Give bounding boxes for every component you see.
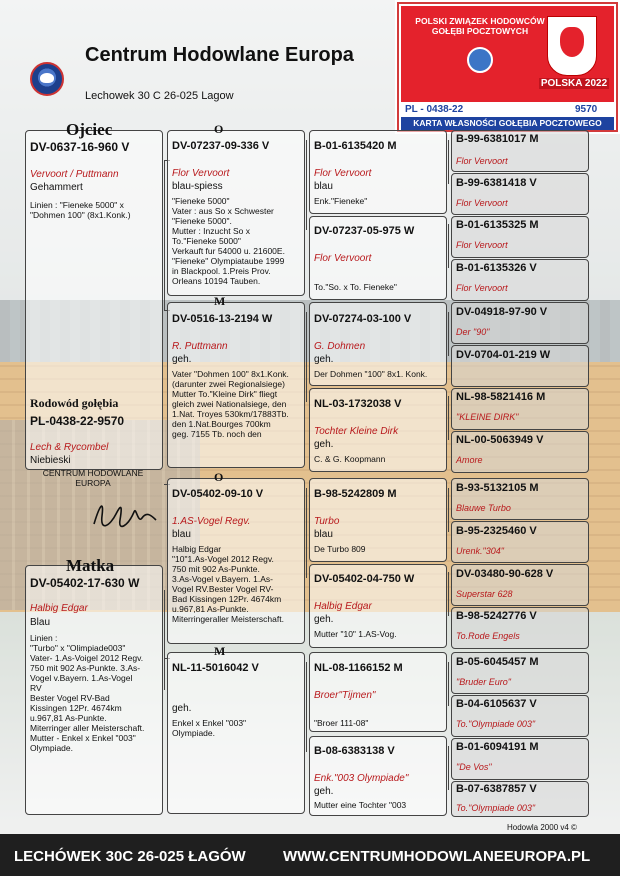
pzhgp-logo (467, 47, 493, 73)
card-year: POLSKA 2022 (540, 78, 608, 89)
gen4-ring: B-05-6045457 M (456, 656, 539, 668)
gen2-notes: Enkel x Enkel "003" Olympiade. (172, 718, 247, 738)
connector (448, 662, 449, 706)
gen3-ring: B-01-6135420 M (314, 140, 397, 152)
gen4-ring: B-01-6094191 M (456, 741, 539, 753)
gen2-color: blau-spiess (172, 181, 223, 192)
gen4-ring: DV-04918-97-90 V (456, 306, 548, 318)
signature (90, 496, 160, 532)
gen4-ring: NL-00-5063949 V (456, 434, 544, 446)
gen3-color: geh. (314, 354, 334, 365)
gen4-ring: B-01-6135325 M (456, 219, 539, 231)
card-strip: KARTA WŁASNOŚCI GOŁĘBIA POCZTOWEGO (401, 117, 614, 130)
connector (306, 488, 307, 578)
gen4-ring: B-98-5242776 V (456, 610, 537, 622)
mother-ring: DV-05402-17-630 W (30, 576, 140, 590)
gen4-ring: DV-03480-90-628 V (456, 568, 554, 580)
gen3-ring: DV-05402-04-750 W (314, 573, 415, 585)
gen2-breeder: R. Puttmann (172, 341, 228, 352)
gen3-color: geh. (314, 786, 334, 797)
gen2-marker: M (214, 294, 226, 308)
gen3-notes: C. & G. Koopmann (314, 454, 386, 464)
gen2-notes: Halbig Edgar "10"1.As-Vogel 2012 Regv. 750 mit 902 As-Punkte. 3.As-Vogel v.Bayern. 1.As- Vogel RV.Bester Vogel RV- Bad Kissingen 12Pr. 4674km u.967,81 As-Punkte. Miterringeraller Meisterschaft. (172, 544, 284, 624)
gen3-ring: B-98-5242809 M (314, 488, 397, 500)
gen4-breeder: Flor Vervoort (456, 198, 508, 208)
card-number: 9570 (575, 104, 598, 115)
mother-color: Blau (30, 617, 51, 628)
gen4-breeder: Urenk."304" (456, 546, 504, 556)
gen2-notes: "Fieneke 5000" Vater : aus So x Schwester "Fieneke 5000". Mutter : Inzucht So x To."Fieneke 5000" Verkauft fur 54000 u. 21600E. "Fieneke" Olympiataube 1999 in Blackpool. 1.Preis Prov. Orleans 10194 Tauben. (172, 196, 285, 286)
gen4-breeder: Flor Vervoort (456, 240, 508, 250)
gen2-ring: DV-05402-09-10 V (172, 488, 264, 500)
father-breeder: Vervoort / Puttmann (30, 169, 119, 180)
gen3-breeder: Flor Vervoort (314, 168, 372, 179)
gen4-ring: B-04-6105637 V (456, 698, 537, 710)
subject-ring: PL-0438-22-9570 (30, 414, 125, 428)
connector (306, 140, 307, 230)
gen3-breeder: Turbo (314, 516, 340, 527)
footer-bar (0, 834, 620, 876)
gen3-color: blau (314, 529, 333, 540)
gen3-ring: NL-03-1732038 V (314, 398, 402, 410)
connector (448, 572, 449, 616)
gen2-breeder: Flor Vervoort (172, 168, 230, 179)
gen4-breeder: Blauwe Turbo (456, 503, 511, 513)
gen3-notes: To."So. x To. Fieneke" (314, 282, 397, 292)
gen3-breeder: Tochter Kleine Dirk (314, 426, 399, 437)
gen4-breeder: "Bruder Euro" (456, 677, 511, 687)
header-address: Lechowek 30 C 26-025 Lagow (85, 90, 234, 102)
gen3-ring: DV-07237-05-975 W (314, 225, 415, 237)
card-org: POLSKI ZWIĄZEK HODOWCÓW GOŁĘBI POCZTOWYCH (415, 16, 545, 36)
gen2-ring: DV-07237-09-336 V (172, 140, 270, 152)
gen3-notes: Mutter eine Tochter "003 (314, 800, 407, 810)
version-text: Hodowla 2000 v4 © (507, 823, 577, 832)
gen4-breeder: "KLEINE DIRK" (456, 412, 519, 422)
gen4-breeder: Flor Vervoort (456, 283, 508, 293)
gen3-notes: De Turbo 809 (314, 544, 366, 554)
subject-breeder: Lech & Rycombel (30, 442, 109, 453)
father-notes: Linien : "Fieneke 5000" x "Dohmen 100" (8x1.Konk.) (30, 200, 131, 220)
footer-website[interactable]: WWW.CENTRUMHODOWLANEEUROPA.PL (283, 848, 591, 865)
gen3-breeder: Flor Vervoort (314, 253, 372, 264)
connector (448, 746, 449, 790)
gen2-notes: Vater "Dohmen 100" 8x1.Konk. (darunter zwei Regionalsiege) Mutter To."Kleine Dirk" fliegt gleich zwei Nationalsiege, den 1.Nat. Troyes 530km/17883Tb. den 1.Nat.Bourges 700km geg. 7155 Tb. noch den (172, 369, 289, 439)
gen3-color: geh. (314, 614, 334, 625)
mother-label: Matka (66, 556, 115, 575)
gen4-ring: DV-0704-01-219 W (456, 349, 551, 361)
gen3-breeder: Halbig Edgar (314, 601, 372, 612)
gen4-ring: B-95-2325460 V (456, 525, 537, 537)
gen4-breeder: Der "90" (456, 327, 490, 337)
gen3-ring: NL-08-1166152 M (314, 662, 403, 674)
connector (448, 396, 449, 440)
connector (448, 140, 449, 184)
page-title: Centrum Hodowlane Europa (85, 44, 354, 66)
gen3-notes: Der Dohmen "100" 8x1. Konk. (314, 369, 428, 379)
mother-notes: Linien : "Turbo" x "Olimpiade003" Vater- 1.As-Voigel 2012 Regv. 750 mit 902 As-Punkte. 3.As- Vogel v.Bayern. 1.As-Vogel RV Bester Vogel RV-Bad Kissingen 12Pr. 4674km u.967,81 As-Punkte. Miterringer aller Meisterschaft. Mutter - Enkel x Enkel "003" Olympiade. (30, 633, 145, 753)
club-logo (30, 62, 64, 96)
gen2-ring: NL-11-5016042 V (172, 662, 259, 674)
gen2-color: geh. (172, 703, 192, 714)
gen3-breeder: Broer"Tijmen" (314, 690, 376, 701)
connector (306, 312, 307, 402)
gen3-ring: DV-07274-03-100 V (314, 313, 412, 325)
gen4-ring: B-99-6381017 M (456, 133, 539, 145)
father-ring: DV-0637-16-960 V (30, 140, 130, 154)
gen4-breeder: To."Olympiade 003" (456, 719, 536, 729)
gen4-ring: B-07-6387857 V (456, 783, 537, 795)
gen4-breeder: Flor Vervoort (456, 156, 508, 166)
subject-owner: CENTRUM HODOWLANE EUROPA (42, 468, 144, 488)
gen4-breeder: Amore (456, 455, 483, 465)
connector (448, 488, 449, 532)
gen4-ring: NL-98-5821416 M (456, 391, 546, 403)
gen3-notes: "Broer 111-08" (314, 718, 369, 728)
gen2-marker: M (214, 644, 226, 658)
gen4-breeder: To."Olympiade 003" (456, 803, 536, 813)
ownership-card (397, 2, 618, 132)
gen4-ring: B-99-6381418 V (456, 177, 537, 189)
connector (164, 160, 165, 310)
gen4-ring: B-93-5132105 M (456, 482, 539, 494)
gen3-notes: Mutter "10" 1.AS-Vog. (314, 629, 397, 639)
connector (306, 662, 307, 752)
gen3-notes: Enk."Fieneke" (314, 196, 368, 206)
gen3-color: geh. (314, 439, 334, 450)
gen3-breeder: G. Dohmen (314, 341, 366, 352)
pedigree-label: Rodowód gołębia (30, 396, 119, 410)
footer-address: LECHÓWEK 30C 26-025 ŁAGÓW (14, 848, 246, 865)
gen4-ring: B-01-6135326 V (456, 262, 537, 274)
connector (448, 224, 449, 268)
connector (448, 312, 449, 356)
gen3-color: blau (314, 181, 333, 192)
gen2-marker: O (214, 122, 224, 136)
gen3-ring: B-08-6383138 V (314, 745, 395, 757)
card-ring: PL - 0438-22 (405, 104, 464, 115)
gen4-breeder: To.Rode Engels (456, 631, 520, 641)
subject-color: Niebieski (30, 455, 71, 466)
connector (164, 590, 165, 690)
gen2-marker: O (214, 470, 224, 484)
gen2-ring: DV-0516-13-2194 W (172, 313, 273, 325)
gen2-color: geh. (172, 354, 192, 365)
mother-breeder: Halbig Edgar (30, 603, 88, 614)
gen2-color: blau (172, 529, 191, 540)
father-label: Ojciec (66, 120, 113, 139)
father-color: Gehammert (30, 182, 83, 193)
gen3-breeder: Enk."003 Olympiade" (314, 773, 409, 784)
gen4-breeder: Superstar 628 (456, 589, 513, 599)
polish-eagle-icon (547, 16, 597, 76)
gen4-breeder: "De Vos" (456, 762, 492, 772)
gen2-breeder: 1.AS-Vogel Regv. (172, 516, 251, 527)
